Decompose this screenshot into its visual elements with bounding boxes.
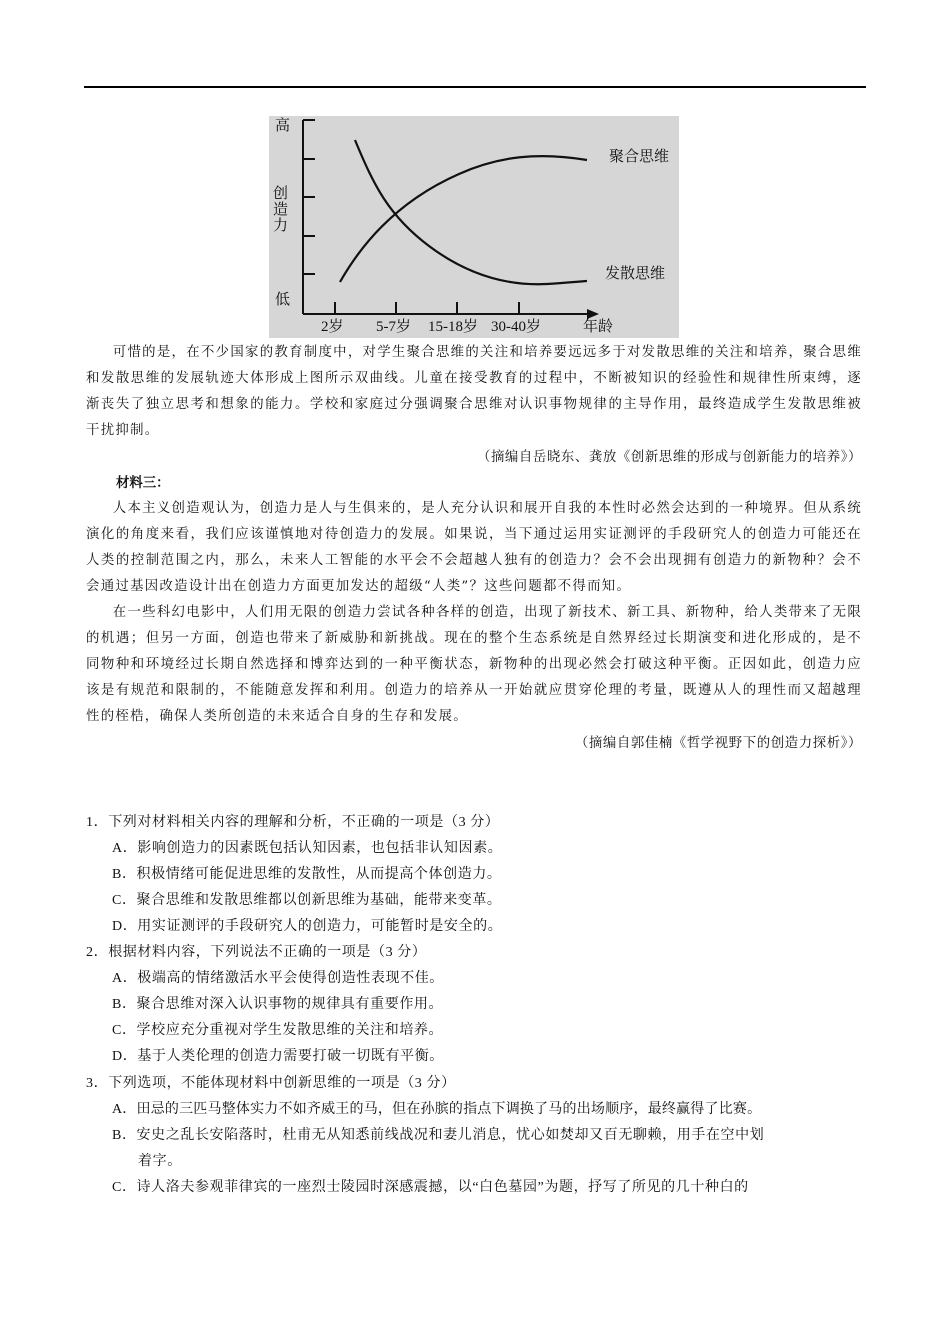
question-3-option-b: B．安史之乱长安陷落时，杜甫无从知悉前线战况和妻儿消息，忧心如焚却又百无聊赖，用手在空中划 [112,1128,765,1143]
material3-paragraph-2: 在一些科幻电影中，人们用无限的创造力尝试各种各样的创造，出现了新技术、新工具、新物种，给人类带来了无限的机遇；但另一方面，创造也带来了新威胁和新挑战。现在的整个生态系统是自然界经过长期演变和进化形成的，是不同物种和环境经过长期自然选择和博弈达到的一种平衡状态，新物种的出现必然会打破这种平衡。正因如此，创造力应该是有规范和限制的，不能随意发挥和利用。创造力的培养从一开始就应贯穿伦理的考量，既遵从人的理性而又超越理性的桎梏，确保人类所创造的未来适合自身的生存和发展。 [86,605,863,724]
question-2-option-c: C．学校应充分重视对学生发散思维的关注和培养。 [112,1023,444,1038]
question-3-option-a: A．田忌的三匹马整体实力不如齐威王的马，但在孙膑的指点下调换了马的出场顺序，最终赢得了比赛。 [112,1102,762,1117]
divergent-label: 发散思维 [605,266,666,282]
question-1-option-d: D．用实证测评的手段研究人的创造力，可能暂时是安全的。 [112,919,503,934]
y-axis-low-label: 低 [275,292,291,308]
question-3 [86,1071,876,1201]
question-1-option-a: A．影响创造力的因素既包括认知因素，也包括非认知因素。 [112,841,503,856]
material2-paragraph: 可惜的是，在不少国家的教育制度中，对学生聚合思维的关注和培养要远远多于对发散思维的关注和培养，聚合思维和发散思维的发展轨迹大体形成上图所示双曲线。儿童在接受教育的过程中，不断被知识的经验性和规律性所束缚，逐渐丧失了独立思考和想象的能力。学校和家庭过分强调聚合思维对认识事物规律的主导作用，最终造成学生发散思维被干扰抑制。 [86,345,863,438]
y-axis-high-label: 高 [275,118,291,134]
divergent-curve [355,140,587,284]
question-2 [86,940,876,1070]
question-2-stem: 2．根据材料内容，下列说法不正确的一项是（3 分） [86,945,427,960]
question-3-option-c: C．诗人洛夫参观菲律宾的一座烈士陵园时深感震撼，以“白色墓园”为题，抒写了所见的几十种白的 [112,1180,749,1195]
question-2-option-b: B．聚合思维对深入认识事物的规律具有重要作用。 [112,997,444,1012]
question-3-stem: 3．下列选项，不能体现材料中创新思维的一项是（3 分） [86,1076,456,1091]
question-1-stem: 1．下列对材料相关内容的理解和分析，不正确的一项是（3 分） [86,815,500,830]
material2-section [86,340,862,470]
x-tick-15-18: 15-18岁 [428,319,478,335]
material3-section [86,470,862,756]
material3-paragraph-1: 人本主义创造观认为，创造力是人与生俱来的，是人充分认识和展开自我的本性时必然会达到的一种境界。但从系统演化的角度来看，我们应该谨慎地对待创造力的发展。如果说，当下通过运用实证测评的手段研究人的创造力可能还在人类的控制范围之内，那么，未来人工智能的水平会不会超越人独有的创造力？会不会出现拥有创造力的新物种？会不会通过基因改造设计出在创造力方面更加发达的超级“人类”？这些问题都不得而知。 [86,501,863,594]
question-2-option-a: A．极端高的情绪激活水平会使得创造性表现不佳。 [112,971,444,986]
creativity-age-chart [269,116,679,338]
question-3-option-b-continuation: 着字。 [138,1154,182,1169]
question-1-option-c: C．聚合思维和发散思维都以创新思维为基础，能带来变革。 [112,893,502,908]
material3-source: （摘编自郭佳楠《哲学视野下的创造力探析》） [574,735,862,750]
x-tick-2: 2岁 [321,319,344,335]
header-rule [84,86,866,88]
question-2-option-d: D．基于人类伦理的创造力需要打破一切既有平衡。 [112,1049,444,1064]
x-tick-30-40: 30-40岁 [491,319,541,335]
material3-heading: 材料三： [116,475,170,490]
question-1-option-b: B．积极情绪可能促进思维的发散性，从而提高个体创造力。 [112,867,502,882]
y-axis-title: 创造力 [273,186,289,234]
convergent-label: 聚合思维 [609,149,670,165]
x-axis-title: 年龄 [583,319,614,335]
question-1 [86,810,876,940]
convergent-curve [340,156,587,282]
material2-source: （摘编自岳晓东、龚放《创新思维的形成与创新能力的培养》） [476,449,862,464]
x-tick-5-7: 5-7岁 [376,319,411,335]
